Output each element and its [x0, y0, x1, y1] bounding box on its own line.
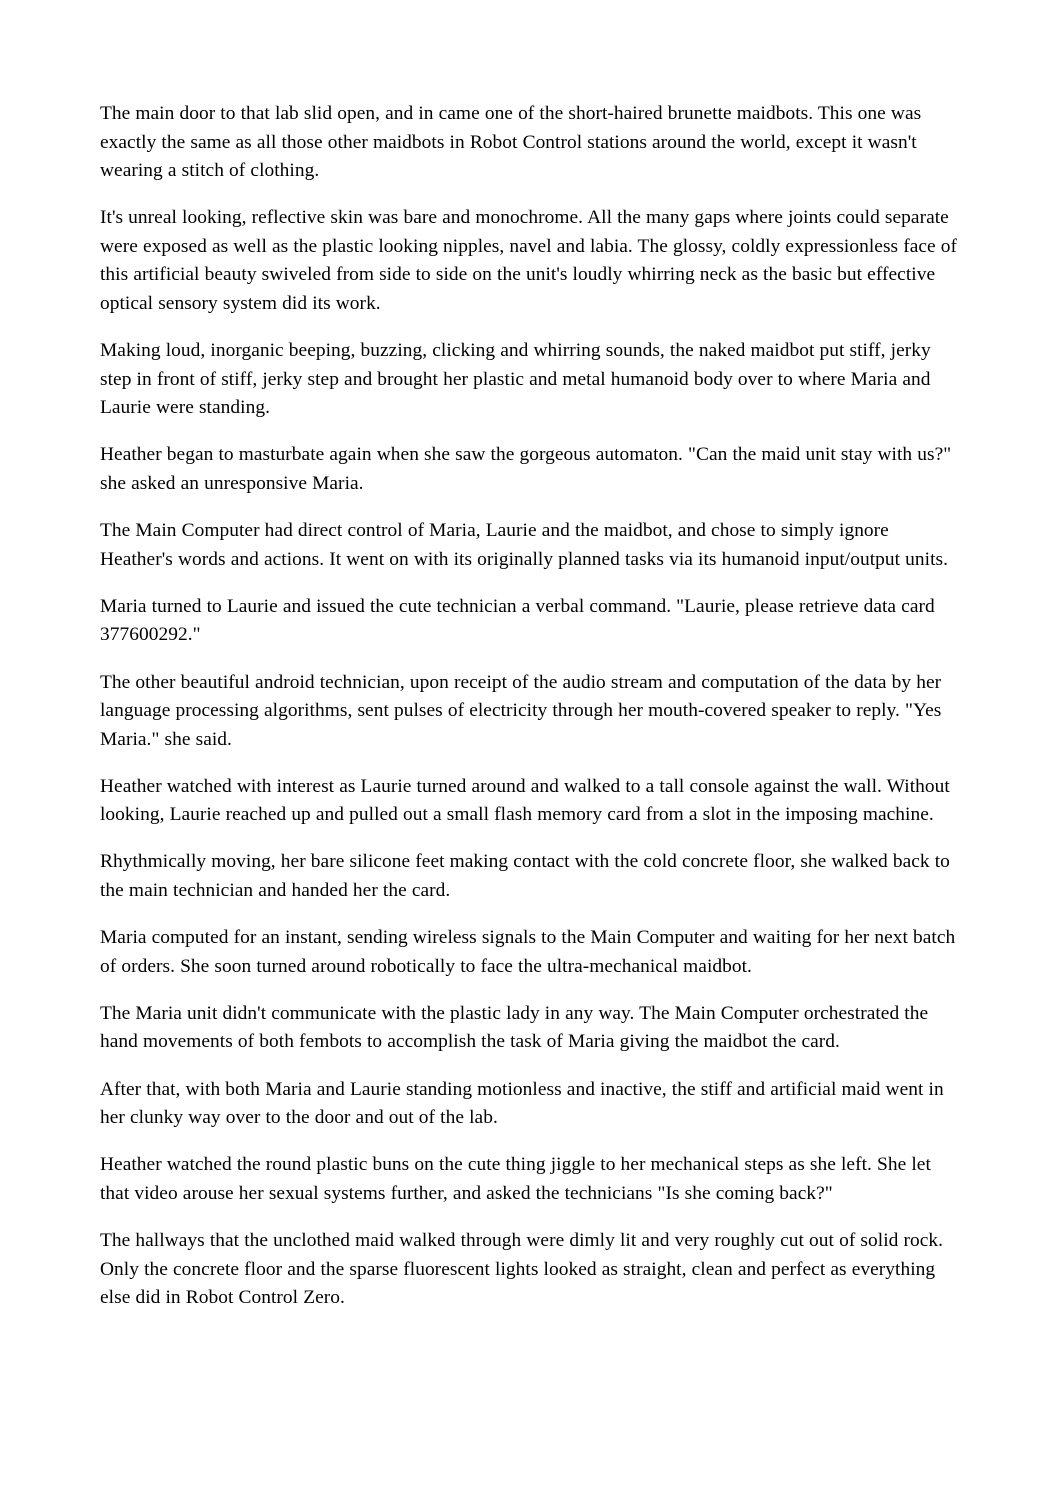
paragraph: Maria turned to Laurie and issued the cute technician a verbal command. "Laurie, please retrieve data card 377600292." — [100, 595, 935, 646]
paragraph: Rhythmically moving, her bare silicone feet making contact with the cold concrete floor, she walked back to the main technician and handed her the card. — [100, 851, 950, 902]
paragraph: The hallways that the unclothed maid walked through were dimly lit and very roughly cut out of solid rock. Only the concrete floor and the sparse fluorescent lights looked as straight, clean and perfect as everything else did in Robot Control Zero. — [100, 1229, 944, 1309]
paragraph: The Maria unit didn't communicate with the plastic lady in any way. The Main Computer orchestrated the hand movements of both fembots to accomplish the task of Maria giving the maidbot the card. — [100, 1002, 929, 1053]
paragraph: Heather began to masturbate again when she saw the gorgeous automaton. "Can the maid unit stay with us?" she asked an unresponsive Maria. — [100, 444, 952, 495]
paragraph: Making loud, inorganic beeping, buzzing, clicking and whirring sounds, the naked maidbot put stiff, jerky step in front of stiff, jerky step and brought her plastic and metal humanoid body over to where Maria and Laurie were standing. — [100, 340, 931, 419]
paragraph: After that, with both Maria and Laurie standing motionless and inactive, the stiff and artificial maid went in her clunky way over to the door and out of the lab. — [100, 1078, 944, 1129]
paragraph: The Main Computer had direct control of Maria, Laurie and the maidbot, and chose to simply ignore Heather's words and actions. It went on with its originally planned tasks via its humanoid input/output units. — [100, 520, 949, 570]
paragraph: Heather watched the round plastic buns on the cute thing jiggle to her mechanical steps as she left. She let that video arouse her sexual systems further, and asked the technicians "Is she coming back?" — [100, 1154, 931, 1204]
paragraph: Maria computed for an instant, sending wireless signals to the Main Computer and waiting for her next batch of orders. She soon turned around robotically to face the ultra-mechanical maidbot. — [100, 927, 956, 977]
document-body — [100, 100, 958, 1313]
paragraph: The main door to that lab slid open, and in came one of the short-haired brunette maidbots. This one was exactly the same as all those other maidbots in Robot Control stations around the world, except it wasn't wearing a stitch of clothing. — [100, 103, 922, 182]
paragraph: The other beautiful android technician, upon receipt of the audio stream and computation of the data by her language processing algorithms, sent pulses of electricity through her mouth-covered speaker to reply. "Yes Maria." she said. — [100, 671, 942, 750]
paragraph: It's unreal looking, reflective skin was bare and monochrome. All the many gaps where joints could separate were exposed as well as the plastic looking nipples, navel and labia. The glossy, coldly expressionless face of this artificial beauty swiveled from side to side on the unit's loudly whirring neck as the basic but effective optical sensory system did its work. — [100, 207, 958, 315]
paragraph: Heather watched with interest as Laurie turned around and walked to a tall console against the wall. Without looking, Laurie reached up and pulled out a small flash memory card from a slot in the imposing machine. — [100, 775, 950, 826]
